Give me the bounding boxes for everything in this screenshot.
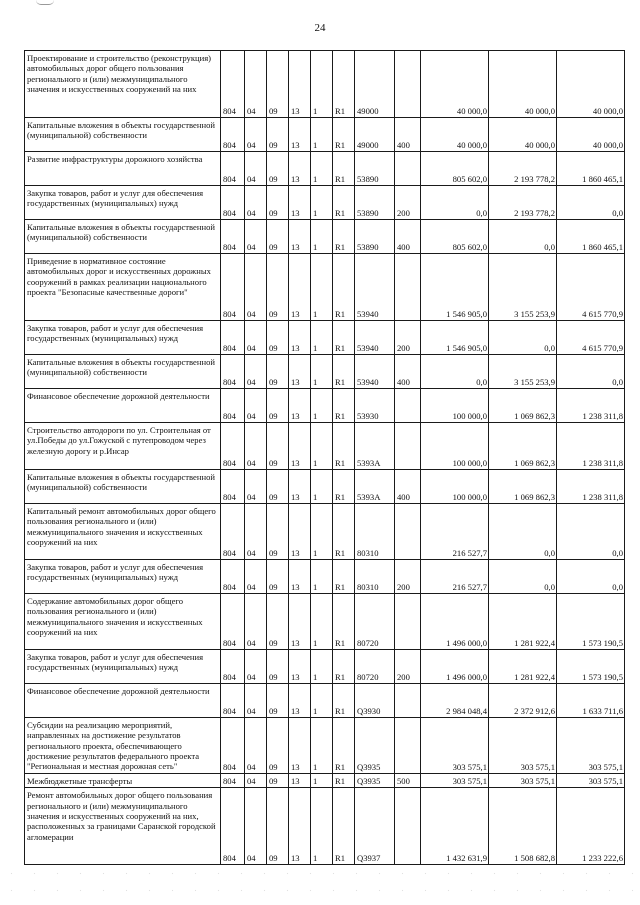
- row-name: Закупка товаров, работ и услуг для обеспечения государственных (муниципальных) нужд: [25, 650, 221, 684]
- cell-amount-year-3: 303 575,1: [557, 774, 625, 788]
- cell-amount-year-1: 2 984 048,4: [421, 684, 489, 718]
- cell-grbs: 804: [221, 774, 245, 788]
- cell-program: 13: [289, 423, 311, 470]
- cell-section: 04: [245, 423, 267, 470]
- cell-direction: 5393A: [355, 470, 395, 504]
- row-name: Капитальные вложения в объекты государственной (муниципальной) собственности: [25, 355, 221, 389]
- cell-direction: 53940: [355, 355, 395, 389]
- cell-amount-year-2: 1 069 862,3: [489, 389, 557, 423]
- table-row: [25, 389, 625, 423]
- cell-grbs: 804: [221, 321, 245, 355]
- cell-program: 13: [289, 718, 311, 774]
- cell-project: R1: [333, 423, 355, 470]
- cell-program: 13: [289, 220, 311, 254]
- cell-amount-year-1: 1 546 905,0: [421, 321, 489, 355]
- cell-section: 04: [245, 560, 267, 594]
- cell-expense-type: 200: [395, 186, 421, 220]
- cell-expense-type: [395, 423, 421, 470]
- cell-amount-year-1: 100 000,0: [421, 423, 489, 470]
- cell-expense-type: [395, 389, 421, 423]
- cell-amount-year-2: 0,0: [489, 321, 557, 355]
- cell-project: R1: [333, 152, 355, 186]
- cell-grbs: 804: [221, 355, 245, 389]
- cell-amount-year-2: 0,0: [489, 560, 557, 594]
- cell-project: R1: [333, 389, 355, 423]
- cell-amount-year-3: 1 573 190,5: [557, 594, 625, 650]
- table-row: [25, 560, 625, 594]
- cell-program: 13: [289, 186, 311, 220]
- cell-expense-type: 400: [395, 470, 421, 504]
- cell-program: 13: [289, 774, 311, 788]
- cell-expense-type: [395, 684, 421, 718]
- cell-project: R1: [333, 321, 355, 355]
- cell-project: R1: [333, 355, 355, 389]
- row-name: Капитальный ремонт автомобильных дорог общего пользования регионального и (или) межмуниципального значения и искусственных сооружений на них: [25, 504, 221, 560]
- cell-subprogram: 1: [311, 718, 333, 774]
- table-row: [25, 321, 625, 355]
- cell-section: 04: [245, 118, 267, 152]
- cell-subprogram: 1: [311, 504, 333, 560]
- table-row: [25, 254, 625, 321]
- cell-grbs: 804: [221, 560, 245, 594]
- cell-direction: 53890: [355, 186, 395, 220]
- cell-expense-type: [395, 152, 421, 186]
- cell-subprogram: 1: [311, 389, 333, 423]
- cell-program: 13: [289, 389, 311, 423]
- cell-program: 13: [289, 118, 311, 152]
- table-row: [25, 423, 625, 470]
- cell-amount-year-2: 1 069 862,3: [489, 470, 557, 504]
- cell-subsection: 09: [267, 118, 289, 152]
- cell-direction: 53890: [355, 152, 395, 186]
- row-name: Закупка товаров, работ и услуг для обеспечения государственных (муниципальных) нужд: [25, 560, 221, 594]
- page-number: 24: [314, 22, 326, 34]
- cell-subsection: 09: [267, 774, 289, 788]
- cell-expense-type: 500: [395, 774, 421, 788]
- cell-subprogram: 1: [311, 254, 333, 321]
- cell-amount-year-2: 303 575,1: [489, 774, 557, 788]
- cell-grbs: 804: [221, 220, 245, 254]
- cell-grbs: 804: [221, 594, 245, 650]
- cell-program: 13: [289, 51, 311, 118]
- cell-subsection: 09: [267, 684, 289, 718]
- cell-amount-year-2: 40 000,0: [489, 51, 557, 118]
- cell-direction: 80310: [355, 560, 395, 594]
- cell-amount-year-1: 1 546 905,0: [421, 254, 489, 321]
- cell-section: 04: [245, 152, 267, 186]
- cell-subsection: 09: [267, 254, 289, 321]
- cell-direction: 5393A: [355, 423, 395, 470]
- cell-amount-year-1: 303 575,1: [421, 718, 489, 774]
- cell-subsection: 09: [267, 594, 289, 650]
- cell-subprogram: 1: [311, 684, 333, 718]
- cell-subprogram: 1: [311, 220, 333, 254]
- cell-grbs: 804: [221, 186, 245, 220]
- cell-section: 04: [245, 788, 267, 865]
- row-name: Капитальные вложения в объекты государственной (муниципальной) собственности: [25, 470, 221, 504]
- cell-amount-year-3: 0,0: [557, 560, 625, 594]
- cell-project: R1: [333, 684, 355, 718]
- row-name: Приведение в нормативное состояние автомобильных дорог и искусственных дорожных сооружений в рамках реализации национального проекта "Безопасные качественные дороги": [25, 254, 221, 321]
- cell-amount-year-2: 3 155 253,9: [489, 355, 557, 389]
- row-name: Закупка товаров, работ и услуг для обеспечения государственных (муниципальных) нужд: [25, 321, 221, 355]
- cell-direction: 80720: [355, 594, 395, 650]
- cell-program: 13: [289, 470, 311, 504]
- cell-grbs: 804: [221, 152, 245, 186]
- cell-amount-year-3: 0,0: [557, 504, 625, 560]
- row-name: Межбюджетные трансферты: [25, 774, 221, 788]
- cell-amount-year-1: 1 496 000,0: [421, 650, 489, 684]
- cell-amount-year-3: 4 615 770,9: [557, 254, 625, 321]
- table-row: [25, 718, 625, 774]
- row-name: Развитие инфраструктуры дорожного хозяйства: [25, 152, 221, 186]
- cell-subprogram: 1: [311, 774, 333, 788]
- cell-subprogram: 1: [311, 560, 333, 594]
- cell-amount-year-2: 1 069 862,3: [489, 423, 557, 470]
- cell-amount-year-3: 1 633 711,6: [557, 684, 625, 718]
- cell-subsection: 09: [267, 220, 289, 254]
- cell-subsection: 09: [267, 423, 289, 470]
- row-name: Строительство автодороги по ул. Строительная от ул.Победы до ул.Гожуской с путепроводом через железную дорогу и р.Инсар: [25, 423, 221, 470]
- cell-amount-year-1: 100 000,0: [421, 389, 489, 423]
- cell-amount-year-3: 1 238 311,8: [557, 389, 625, 423]
- cell-direction: 80720: [355, 650, 395, 684]
- row-name: Субсидии на реализацию мероприятий, направленных на достижение результатов регионального проекта, обеспечивающего достижение результатов федерального проекта "Региональная и местная дорожная сеть": [25, 718, 221, 774]
- cell-section: 04: [245, 389, 267, 423]
- cell-expense-type: [395, 254, 421, 321]
- table-row: [25, 774, 625, 788]
- cell-expense-type: 400: [395, 220, 421, 254]
- cell-expense-type: [395, 788, 421, 865]
- row-name: Ремонт автомобильных дорог общего пользования регионального и (или) межмуниципального значения и искусственных сооружений на них, расположенных за границами Саранской городской агломерации: [25, 788, 221, 865]
- cell-subsection: 09: [267, 355, 289, 389]
- table-row: [25, 220, 625, 254]
- cell-subsection: 09: [267, 470, 289, 504]
- cell-subprogram: 1: [311, 355, 333, 389]
- cell-amount-year-2: 1 508 682,8: [489, 788, 557, 865]
- table-row: [25, 118, 625, 152]
- cell-subprogram: 1: [311, 650, 333, 684]
- cell-section: 04: [245, 186, 267, 220]
- budget-table: [24, 50, 625, 865]
- cell-direction: 53940: [355, 254, 395, 321]
- cell-amount-year-1: 303 575,1: [421, 774, 489, 788]
- cell-grbs: 804: [221, 389, 245, 423]
- cell-amount-year-3: 1 233 222,6: [557, 788, 625, 865]
- cell-grbs: 804: [221, 470, 245, 504]
- row-name: Капитальные вложения в объекты государственной (муниципальной) собственности: [25, 118, 221, 152]
- cell-expense-type: 200: [395, 321, 421, 355]
- cell-grbs: 804: [221, 51, 245, 118]
- cell-project: R1: [333, 650, 355, 684]
- cell-subprogram: 1: [311, 152, 333, 186]
- cell-subprogram: 1: [311, 788, 333, 865]
- cell-amount-year-3: 1 573 190,5: [557, 650, 625, 684]
- row-name: Финансовое обеспечение дорожной деятельности: [25, 684, 221, 718]
- cell-section: 04: [245, 774, 267, 788]
- cell-program: 13: [289, 650, 311, 684]
- cell-amount-year-1: 216 527,7: [421, 560, 489, 594]
- cell-subsection: 09: [267, 718, 289, 774]
- cell-project: R1: [333, 594, 355, 650]
- row-name: Содержание автомобильных дорог общего пользования регионального и (или) межмуниципального значения и искусственных сооружений на них: [25, 594, 221, 650]
- cell-program: 13: [289, 594, 311, 650]
- cell-amount-year-1: 216 527,7: [421, 504, 489, 560]
- cell-section: 04: [245, 51, 267, 118]
- cell-amount-year-3: 1 860 465,1: [557, 220, 625, 254]
- cell-amount-year-2: 0,0: [489, 220, 557, 254]
- cell-project: R1: [333, 220, 355, 254]
- cell-grbs: 804: [221, 650, 245, 684]
- cell-amount-year-3: 0,0: [557, 355, 625, 389]
- cell-amount-year-1: 805 602,0: [421, 152, 489, 186]
- cell-direction: 53930: [355, 389, 395, 423]
- cell-subprogram: 1: [311, 186, 333, 220]
- cell-grbs: 804: [221, 718, 245, 774]
- cell-amount-year-1: 100 000,0: [421, 470, 489, 504]
- cell-amount-year-3: 303 575,1: [557, 718, 625, 774]
- cell-program: 13: [289, 152, 311, 186]
- cell-amount-year-1: 0,0: [421, 355, 489, 389]
- cell-program: 13: [289, 684, 311, 718]
- cell-grbs: 804: [221, 788, 245, 865]
- cell-amount-year-2: 2 193 778,2: [489, 186, 557, 220]
- table-row: [25, 684, 625, 718]
- cell-subprogram: 1: [311, 321, 333, 355]
- cell-project: R1: [333, 774, 355, 788]
- cell-direction: 80310: [355, 504, 395, 560]
- cell-section: 04: [245, 650, 267, 684]
- cell-section: 04: [245, 504, 267, 560]
- cell-project: R1: [333, 186, 355, 220]
- cell-section: 04: [245, 594, 267, 650]
- cell-program: 13: [289, 788, 311, 865]
- cell-subsection: 09: [267, 51, 289, 118]
- cell-section: 04: [245, 718, 267, 774]
- table-row: [25, 504, 625, 560]
- cell-subsection: 09: [267, 650, 289, 684]
- cell-project: R1: [333, 718, 355, 774]
- cell-section: 04: [245, 470, 267, 504]
- cell-amount-year-2: 303 575,1: [489, 718, 557, 774]
- cell-direction: 53940: [355, 321, 395, 355]
- cell-subsection: 09: [267, 321, 289, 355]
- cell-subprogram: 1: [311, 51, 333, 118]
- cell-amount-year-1: 40 000,0: [421, 118, 489, 152]
- scan-artifact: [36, 0, 54, 5]
- cell-direction: 53890: [355, 220, 395, 254]
- cell-expense-type: 200: [395, 650, 421, 684]
- cell-subprogram: 1: [311, 470, 333, 504]
- cell-expense-type: 400: [395, 355, 421, 389]
- table-row: [25, 650, 625, 684]
- cell-section: 04: [245, 355, 267, 389]
- cell-direction: Q3937: [355, 788, 395, 865]
- table-row: [25, 594, 625, 650]
- row-name: Финансовое обеспечение дорожной деятельности: [25, 389, 221, 423]
- cell-amount-year-1: 1 496 000,0: [421, 594, 489, 650]
- cell-amount-year-1: 805 602,0: [421, 220, 489, 254]
- cell-amount-year-3: 40 000,0: [557, 51, 625, 118]
- cell-grbs: 804: [221, 254, 245, 321]
- cell-amount-year-2: 1 281 922,4: [489, 650, 557, 684]
- cell-program: 13: [289, 254, 311, 321]
- cell-amount-year-2: 1 281 922,4: [489, 594, 557, 650]
- table-row: [25, 470, 625, 504]
- cell-direction: Q3935: [355, 718, 395, 774]
- cell-amount-year-2: 0,0: [489, 504, 557, 560]
- cell-project: R1: [333, 470, 355, 504]
- cell-expense-type: [395, 504, 421, 560]
- row-name: Закупка товаров, работ и услуг для обеспечения государственных (муниципальных) нужд: [25, 186, 221, 220]
- cell-amount-year-1: 1 432 631,9: [421, 788, 489, 865]
- cell-subsection: 09: [267, 152, 289, 186]
- cell-subsection: 09: [267, 788, 289, 865]
- cell-expense-type: [395, 51, 421, 118]
- scan-noise: [0, 865, 640, 905]
- cell-amount-year-2: 2 372 912,6: [489, 684, 557, 718]
- cell-expense-type: [395, 594, 421, 650]
- cell-direction: 49000: [355, 118, 395, 152]
- cell-direction: Q3930: [355, 684, 395, 718]
- cell-expense-type: [395, 718, 421, 774]
- cell-direction: Q3935: [355, 774, 395, 788]
- table-row: [25, 152, 625, 186]
- cell-section: 04: [245, 254, 267, 321]
- cell-subsection: 09: [267, 186, 289, 220]
- cell-section: 04: [245, 220, 267, 254]
- cell-amount-year-3: 40 000,0: [557, 118, 625, 152]
- table-row: [25, 355, 625, 389]
- table-row: [25, 51, 625, 118]
- cell-program: 13: [289, 355, 311, 389]
- cell-subprogram: 1: [311, 594, 333, 650]
- cell-project: R1: [333, 254, 355, 321]
- cell-expense-type: 200: [395, 560, 421, 594]
- cell-amount-year-1: 40 000,0: [421, 51, 489, 118]
- cell-amount-year-1: 0,0: [421, 186, 489, 220]
- cell-amount-year-3: 1 238 311,8: [557, 470, 625, 504]
- cell-grbs: 804: [221, 504, 245, 560]
- cell-project: R1: [333, 788, 355, 865]
- cell-amount-year-2: 2 193 778,2: [489, 152, 557, 186]
- cell-project: R1: [333, 504, 355, 560]
- cell-program: 13: [289, 321, 311, 355]
- cell-amount-year-3: 4 615 770,9: [557, 321, 625, 355]
- cell-program: 13: [289, 560, 311, 594]
- cell-section: 04: [245, 684, 267, 718]
- cell-amount-year-2: 3 155 253,9: [489, 254, 557, 321]
- cell-subsection: 09: [267, 560, 289, 594]
- cell-grbs: 804: [221, 423, 245, 470]
- cell-project: R1: [333, 118, 355, 152]
- cell-subprogram: 1: [311, 118, 333, 152]
- table-row: [25, 186, 625, 220]
- cell-subsection: 09: [267, 504, 289, 560]
- cell-project: R1: [333, 51, 355, 118]
- cell-subsection: 09: [267, 389, 289, 423]
- cell-amount-year-3: 1 238 311,8: [557, 423, 625, 470]
- cell-section: 04: [245, 321, 267, 355]
- cell-subprogram: 1: [311, 423, 333, 470]
- cell-amount-year-2: 40 000,0: [489, 118, 557, 152]
- cell-amount-year-3: 0,0: [557, 186, 625, 220]
- cell-expense-type: 400: [395, 118, 421, 152]
- table-row: [25, 788, 625, 865]
- cell-grbs: 804: [221, 684, 245, 718]
- cell-project: R1: [333, 560, 355, 594]
- cell-grbs: 804: [221, 118, 245, 152]
- row-name: Капитальные вложения в объекты государственной (муниципальной) собственности: [25, 220, 221, 254]
- cell-amount-year-3: 1 860 465,1: [557, 152, 625, 186]
- row-name: Проектирование и строительство (реконструкция) автомобильных дорог общего пользования регионального и (или) межмуниципального значения и искусственных сооружений на них: [25, 51, 221, 118]
- cell-program: 13: [289, 504, 311, 560]
- cell-direction: 49000: [355, 51, 395, 118]
